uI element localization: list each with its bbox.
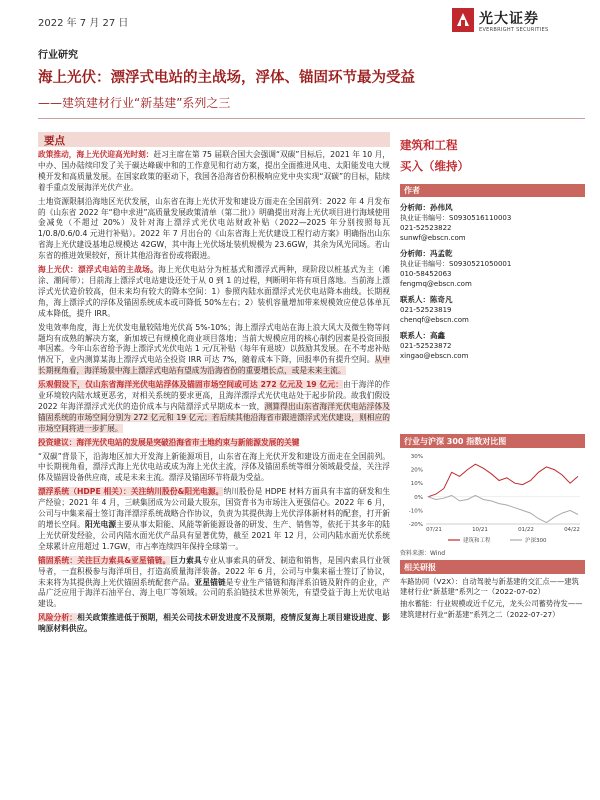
contact-detail: 021-52523872 [400,342,452,350]
paragraph-highlight: 从中长期视角看，海洋场景中海上漂浮式电站有望成为沿海省份的重要增长点，或是未来主流。 [38,355,390,376]
paragraph-lead: 投资建议：海洋光伏电站的发展是突破沿海省市土地约束与新能源发展的关键 [38,437,300,447]
paragraph-body: 海上光伏电站分为桩基式和漂浮式两种，现阶段以桩基式为主（滩涂、潮间带）；目前海上漂浮式电站建设还处于从 0 到 1 的过程，判断明年将有项目落地。当前海上漂浮式光伏造价较高，但未来均有较大的降本空间：1）参照内陆水面漂浮式光伏电站降本曲线。长期视角，海上漂浮式的浮体及锚固系统成本或可降低 50%左右；2）装机容量增加带来规模效应使总体单瓦成本降低，提升 IRR。 [38,265,390,318]
industry-label: 建筑和工程 [400,138,458,152]
paragraph-lead: 乐观假设下，仅山东省海洋光伏电站浮体及锚固市场空间或可达 272 亿元及 19 亿元： [38,380,344,390]
analyst-name: 分析师：冯孟乾 [400,249,453,258]
contact-email[interactable]: xingao@ebscn.com [400,352,469,360]
y-tick-label: 30% [410,454,423,460]
x-tick-label: 10/21 [472,527,488,533]
company-name: 阳光电源 [84,520,117,529]
report-date: 2022 年 7 月 27 日 [38,18,129,29]
report-category: 行业研究 [38,50,78,61]
analyst-detail: 执业证书编号：S0930516110003 [400,214,512,222]
logo-text: 光大证券 [479,11,539,27]
logo-subtext: EVERBRIGHT SECURITIES [479,27,549,33]
paragraph [38,556,390,611]
analyst-email[interactable]: sunwf@ebscn.com [400,234,466,242]
y-tick-label: 20% [410,467,423,474]
authors-header: 作者 [400,184,585,197]
main-content [38,150,390,638]
y-tick-label: -20% [408,522,423,528]
series-line [428,495,578,522]
analyst-detail: 执业证书编号：S0930521050001 [400,260,512,268]
section-header [38,132,390,147]
contact-name: 联系人：高鑫 [400,331,445,340]
index-comparison-chart [400,450,585,546]
paragraph [38,438,390,449]
paragraph-body: 专业从事索具的研发、制造和销售，是国内索具行业领导者，一直积极参与海洋项目，打造高质量海洋装备。2022 年 6 月，公司与中集来福士签订了协议，未来将为其提供海上光伏锚固系统配套产品。 [38,555,390,587]
company-logo [452,8,582,38]
paragraph-lead: 锚固系统：关注巨力索具&亚星锚链。 [38,555,171,565]
x-tick-label: 07/21 [426,527,442,533]
sidebar [400,132,585,361]
paragraph [38,613,390,635]
analyst-block [400,249,585,289]
y-tick-label: 10% [410,481,423,488]
related-reports [400,577,585,622]
analyst-block [400,203,585,243]
contact-block [400,331,585,361]
report-subtitle: ——建筑建材行业“新基建”系列之三 [38,96,231,110]
paragraph [38,323,390,378]
legend-label: 建筑和工程 [463,538,491,544]
analyst-name: 分析师：孙伟风 [400,203,453,212]
paragraph-highlight: 测算得出山东省海洋光伏电站浮体及锚固系统的市场空间分别为 272 亿元和 19 亿元；若后续其他沿海省市跟进漂浮式光伏建设，则相应的市场空间将进一步扩展。 [38,401,390,433]
contact-detail: 021-52523819 [400,306,452,314]
paragraph: “双碳”背景下，沿海地区加大开发海上新能源项目，山东省在海上光伏开发和建设方面走在全国前列。中长期视角看，漂浮式海上光伏电站或成为海上光伏主流，浮体及锚固系统等细分领域最受益，关注浮体及锚固设备供应商，或是未来主流。漂浮及锚固环节将最为受益。 [38,451,390,483]
paragraph [38,380,390,435]
paragraph-body: 主要从事太阳能、风能等新能源设备的研发、生产、销售等，依托于其多年的陆上光伏研发经验，公司内陆水面光伏产品具有显著优势，截至 2021 年 12 月，公司内陆水面光伏系统全球累计应用超过 1.7GW，市占率连续四年保持全球第一。 [38,520,390,551]
report-title: 海上光伏：漂浮式电站的主战场，浮体、锚固环节最为受益 [38,70,415,86]
paragraph-body: 是专业生产锚链和海洋系泊链及附件的企业，产品广泛应用于海洋石油平台、海上电厂等领域。公司的系泊链技术世界领先，有望受益于海上光伏电站建设。 [38,577,390,609]
legend-label: 沪深300 [525,538,547,544]
related-header: 相关研报 [400,560,585,574]
rating-label: 买入（维持） [400,159,469,173]
related-report-link[interactable]: 车路协同（V2X）：自动驾驶与新基建的交汇点——建筑建材行业“新基建”系列之一（2022-07-02） [400,577,579,597]
x-tick-label: 01/22 [518,527,534,533]
paragraph: 土地资源限制沿海地区光伏发展，山东省在海上光伏开发和建设方面走在全国前列：2022 年 4 月发布的《山东省 2022 年“稳中求进”高质量发展政策清单（第二批）》明确提出对海上光伏项目进行海域使用金减免（不超过 20%）及针对海上漂浮式光伏电站财政补贴（2022—2025 年分别按照每瓦 1/0.8/0.6/0.4 元进行补贴）。2022 年 7 月出台的《山东省海上光伏建设工程行动方案》明确指出山东省海上光伏建设基地总规模达 42GW，其中海上光伏场址装机规模为 23.6GW，其余为风光同场。若山东省的推进效果较好，预计其他沿海省份或将跟进。 [38,196,390,261]
contact-block [400,295,585,325]
paragraph [38,150,390,194]
analyst-email[interactable]: fengmq@ebscn.com [400,280,472,288]
paragraph-lead: 风险分析： [38,613,78,623]
chart-header: 行业与沪深 300 指数对比图 [400,434,585,448]
company-name: 亚星锚链 [194,577,226,587]
paragraph-body: 由于海洋的作业环境较内陆水域更恶劣，对相关系统的要求更高，且海洋漂浮式光伏电站处于起步阶段。故我们假设 2022 年海洋漂浮式光伏的造价成本与内陆漂浮式早期成本一致， [38,380,390,411]
analyst-detail: 021-52523822 [400,224,452,232]
related-report-link[interactable]: 抽水蓄能：行业规模或近千亿元，龙头公司蓄势待发——建筑建材行业“新基建”系列之二（2022-07-27） [400,599,583,619]
paragraph-body: 赶习主席在第 75 届联合国大会强调“双碳”目标后，2021 年 10 月，中办、国办陆续印发了关于碳达峰碳中和的工作意见和行动方案，提出全面推进风电、太阳能发电大规模开发和高质量发展。在国家政策的驱动下，我国各沿海省份积极响应党中央实现“双碳”的目标，陆续着手重点发展海洋光伏产业。 [38,150,390,192]
analyst-detail: 010-58452063 [400,270,452,278]
paragraph-lead: 政策推动，海上光伏迎高光时刻： [38,150,154,159]
paragraph-body: 相关政策推进低于预期，相关公司技术研发进度不及预期，疫情反复海上项目建设进度、影响原材料供应。 [38,613,390,634]
contact-name: 联系人：陈奇凡 [400,295,453,304]
paragraph-body: 发电效率角度，海上光伏发电量较陆地光伏高 5%-10%；海上漂浮式电站在海上浪大风大及微生物等问题均有成熟的解决方案，新加坡已有规模化商业项目落地；当前大规模应用的核心制约因素是投资回报率因素。今年山东省给予海上漂浮式光伏电站 1 元/瓦补贴（每年有退坡）以鼓励其发展。在不考虑补贴情况下，业内测算某海上漂浮式电站全投资 IRR 可达 7%，随着成本下降，回报率仍有提升空间。 [38,322,390,365]
y-tick-label: -10% [408,508,423,515]
paragraph-body: 纳川股份是 HDPE 材料方面具有丰富的研发和生产经验；2021 年 4 月，三峡集团成为公司最大股东，国资背书为市场注入更强信心。2022 年 6 月，公司与中集来福士签订海洋漂浮系统战略合作协议，负责为其提供海上光伏浮体新材料的配套，打开新的增长空间。 [38,487,391,529]
company-name: 巨力索具 [170,555,202,565]
y-tick-label: 0% [414,494,423,501]
paragraph [38,265,390,320]
paragraph [38,487,390,552]
contact-email[interactable]: chenqf@ebscn.com [400,316,469,324]
chart-source: 资料来源：Wind [400,550,446,557]
x-tick-label: 04/22 [564,527,580,533]
logo-icon [452,8,474,32]
paragraph-lead: 海上光伏：漂浮式电站的主战场。 [38,265,159,275]
paragraph-lead: 漂浮系统（HDPE 相关）：关注纳川股份&阳光电源。 [38,487,224,497]
section-title: 要点 [44,135,65,147]
header-divider [38,118,585,119]
series-line [428,464,578,497]
